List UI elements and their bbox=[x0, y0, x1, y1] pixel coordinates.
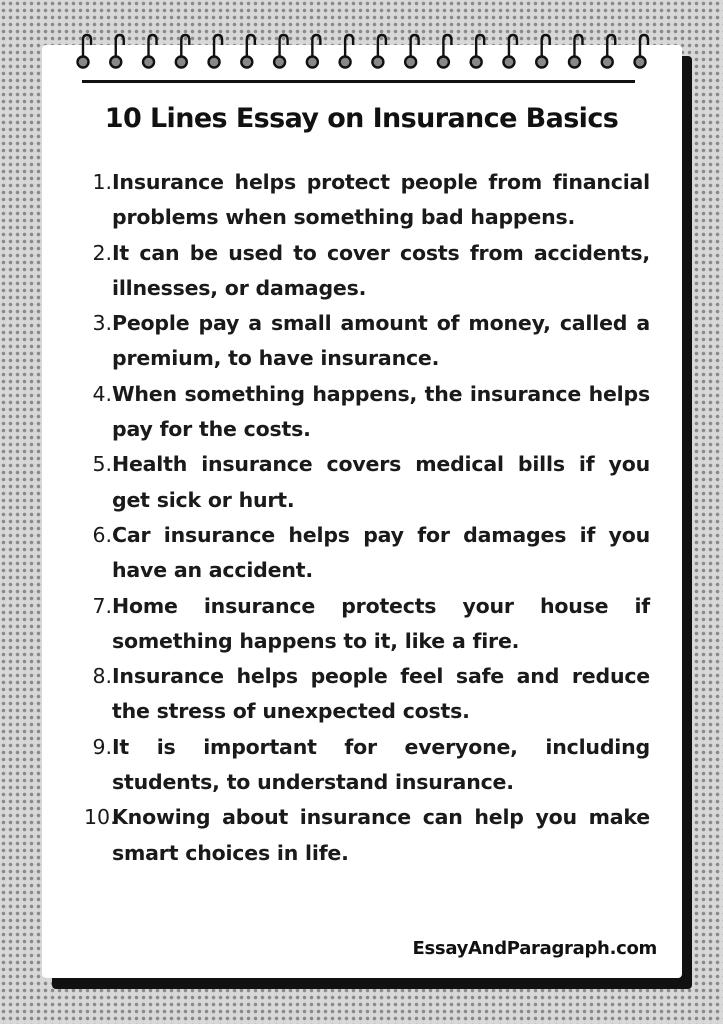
ring-icon bbox=[340, 35, 354, 68]
item-text: Knowing about insurance can help you make smart choices in life. bbox=[112, 805, 650, 865]
list-item bbox=[84, 236, 650, 307]
item-number: 9. bbox=[92, 734, 112, 759]
item-number: 6. bbox=[92, 522, 112, 547]
item-number: 5. bbox=[92, 452, 112, 477]
item-text: Insurance helps people feel safe and reduce the stress of unexpected costs. bbox=[112, 664, 650, 724]
item-text: It is important for everyone, including students, to understand insurance. bbox=[112, 734, 650, 795]
item-number: 10. bbox=[84, 805, 117, 830]
ring-icon bbox=[602, 35, 616, 68]
item-number: 7. bbox=[92, 593, 112, 618]
list-item bbox=[84, 306, 650, 377]
item-text: When something happens, the insurance helps pay for the costs. bbox=[112, 381, 650, 442]
ring-icon bbox=[241, 35, 255, 68]
list-item bbox=[84, 589, 650, 660]
list-item bbox=[84, 447, 650, 518]
item-number: 8. bbox=[92, 664, 112, 689]
ring-icon bbox=[209, 35, 223, 68]
list-item bbox=[84, 800, 650, 871]
page-title: 10 Lines Essay on Insurance Basics bbox=[104, 103, 619, 134]
item-text: Home insurance protects your house if something happens to it, like a fire. bbox=[112, 593, 650, 653]
ring-icon bbox=[78, 35, 92, 68]
list-item bbox=[84, 518, 650, 589]
ring-icon bbox=[536, 35, 550, 68]
ring-icon bbox=[569, 35, 583, 68]
item-text: Health insurance covers medical bills if you get sick or hurt. bbox=[112, 452, 650, 512]
list-item bbox=[84, 659, 650, 730]
item-number: 3. bbox=[92, 311, 112, 336]
ring-icon bbox=[143, 35, 157, 68]
list-item bbox=[84, 730, 650, 801]
ring-icon bbox=[438, 35, 452, 68]
item-text: Car insurance helps pay for damages if you have an accident. bbox=[112, 522, 650, 583]
ring-icon bbox=[372, 35, 386, 68]
item-text: It can be used to cover costs from accidents, illnesses, or damages. bbox=[112, 240, 650, 300]
item-text: Insurance helps protect people from financial problems when something bad happens. bbox=[112, 170, 650, 230]
ring-icon bbox=[307, 35, 321, 68]
list-item bbox=[84, 377, 650, 448]
item-number: 1. bbox=[92, 170, 112, 194]
ring-icon bbox=[635, 35, 649, 68]
essay-list bbox=[84, 165, 650, 871]
divider bbox=[82, 80, 635, 83]
ring-icon bbox=[405, 35, 419, 68]
ring-icon bbox=[176, 35, 190, 68]
item-number: 4. bbox=[92, 381, 112, 406]
site-watermark: EssayAndParagraph.com bbox=[412, 938, 657, 959]
item-number: 2. bbox=[92, 240, 112, 265]
ring-icon bbox=[503, 35, 517, 68]
ring-icon bbox=[274, 35, 288, 68]
spiral-binding bbox=[0, 0, 723, 80]
item-text: People pay a small amount of money, called a premium, to have insurance. bbox=[112, 311, 650, 371]
ring-icon bbox=[110, 35, 124, 68]
ring-icon bbox=[471, 35, 485, 68]
list-item bbox=[84, 165, 650, 236]
